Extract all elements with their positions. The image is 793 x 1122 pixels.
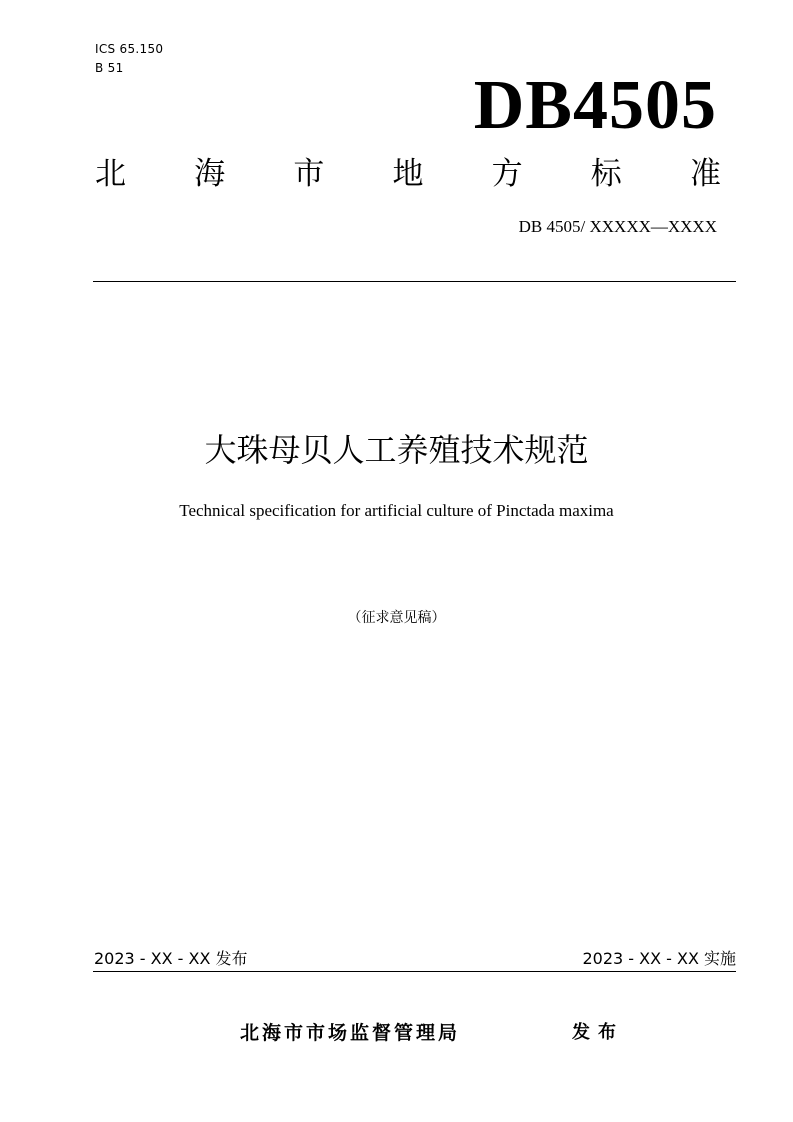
standard-type-char: 地 [392,156,424,192]
issue-label: 发布 [572,1022,624,1043]
standard-type-char: 准 [689,156,721,192]
document-title-cn: 大珠母贝人工养殖技术规范 [204,431,589,469]
ccs-code: B 51 [95,61,124,75]
document-title-en: Technical specification for artificial culture of Pinctada maxima [179,501,614,520]
standard-type-char: 市 [293,156,325,192]
standard-type-char: 北 [95,156,126,192]
standard-type-char: 方 [491,156,523,192]
footer-divider [93,971,736,972]
implementation-date: 2023 - XX - XX 实施 [582,949,736,968]
standard-type-char: 标 [590,156,622,192]
header-divider [93,281,736,282]
classification-codes [95,40,163,78]
ics-code: ICS 65.150 [95,42,164,56]
issuing-authority: 北海市市场监督管理局 [240,1022,461,1044]
standard-number: DB 4505/ XXXXX—XXXX [518,217,717,236]
release-date: 2023 - XX - XX 发布 [94,949,248,968]
draft-status-note: （征求意见稿） [347,610,446,626]
standard-type-char: 海 [194,156,226,192]
standard-type-heading [95,152,721,196]
standard-code-large: DB4505 [473,67,717,144]
